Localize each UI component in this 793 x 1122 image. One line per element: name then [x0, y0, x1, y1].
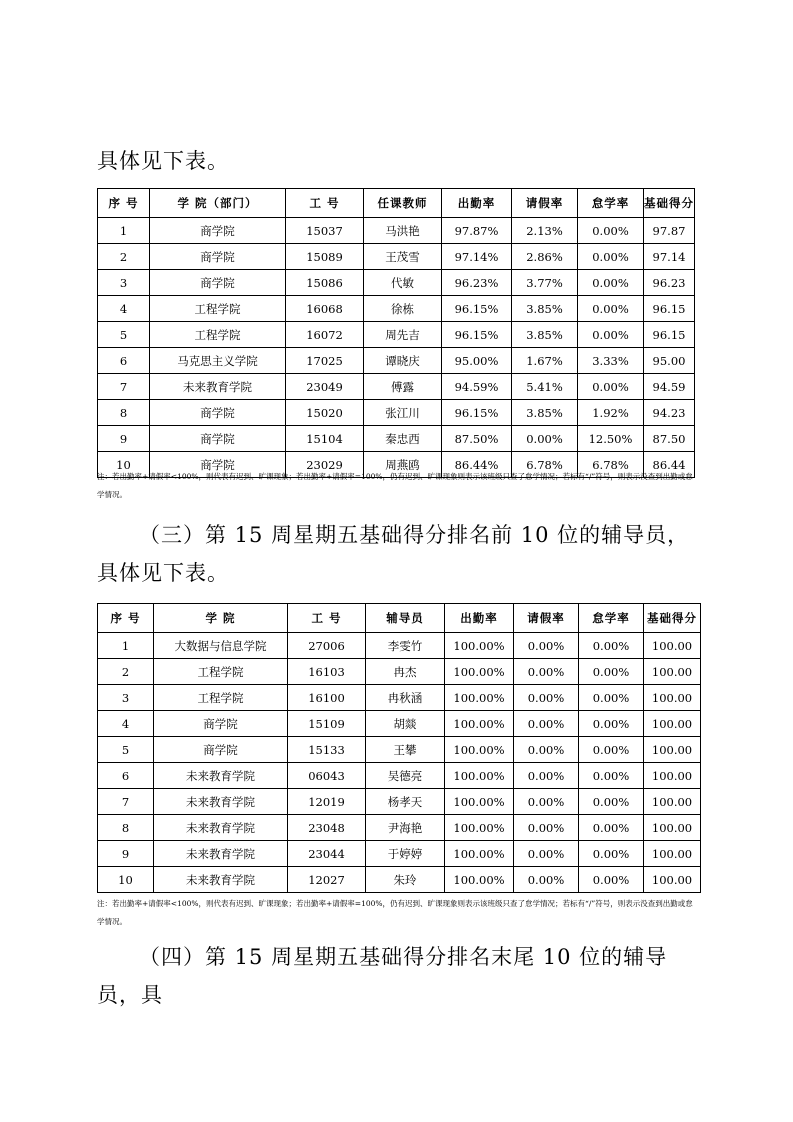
table-cell: 7 — [98, 789, 154, 815]
table-cell: 97.87 — [644, 218, 695, 244]
column-header: 怠学率 — [579, 604, 644, 633]
table-cell: 周燕鸥 — [364, 452, 442, 478]
table-cell: 代敏 — [364, 270, 442, 296]
table-cell: 95.00% — [442, 348, 512, 374]
column-header: 请假率 — [514, 604, 579, 633]
table-cell: 冉秋涵 — [366, 685, 445, 711]
table-cell: 商学院 — [150, 400, 286, 426]
table-cell: 0.00% — [578, 270, 644, 296]
table-cell: 商学院 — [154, 737, 288, 763]
table-cell: 1 — [98, 633, 154, 659]
table-cell: 朱玲 — [366, 867, 445, 893]
table-cell: 100.00% — [445, 763, 514, 789]
table-cell: 94.59% — [442, 374, 512, 400]
table-cell: 5 — [98, 322, 150, 348]
table-cell: 0.00% — [514, 685, 579, 711]
table-cell: 工程学院 — [154, 685, 288, 711]
table-cell: 96.15% — [442, 400, 512, 426]
table-cell: 0.00% — [514, 841, 579, 867]
table-cell: 3 — [98, 685, 154, 711]
table-cell: 97.14% — [442, 244, 512, 270]
table-cell: 未来教育学院 — [154, 815, 288, 841]
table-cell: 86.44 — [644, 452, 695, 478]
table-cell: 0.00% — [578, 244, 644, 270]
table-cell: 王茂雪 — [364, 244, 442, 270]
table-cell: 0.00% — [514, 737, 579, 763]
table-cell: 10 — [98, 867, 154, 893]
table-cell: 张江川 — [364, 400, 442, 426]
column-header: 序 号 — [98, 189, 150, 218]
table-cell: 15037 — [286, 218, 364, 244]
table-cell: 15020 — [286, 400, 364, 426]
table-row — [98, 789, 701, 815]
table-cell: 100.00 — [644, 633, 701, 659]
table-cell: 未来教育学院 — [154, 867, 288, 893]
table-cell: 商学院 — [154, 711, 288, 737]
table-cell: 0.00% — [579, 867, 644, 893]
table-cell: 16100 — [288, 685, 366, 711]
table-cell: 秦忠西 — [364, 426, 442, 452]
table-cell: 96.23% — [442, 270, 512, 296]
table-cell: 6 — [98, 348, 150, 374]
table-cell: 8 — [98, 815, 154, 841]
table1-note: 注：若出勤率+请假率<100%，则代表有迟到、旷课现象；若出勤率+请假率=100%，仍有迟到、旷课现象则表示该班级只查了怠学情况；若标有“/”符号，则表示没查到出勤或怠学情况。 — [97, 472, 693, 499]
column-header: 任课教师 — [364, 189, 442, 218]
table-cell: 0.00% — [579, 685, 644, 711]
table-cell: 95.00 — [644, 348, 695, 374]
section-4-heading: （四）第 15 周星期五基础得分排名末尾 10 位的辅导员，具 — [97, 945, 668, 1007]
column-header: 序 号 — [98, 604, 154, 633]
table-cell: 23029 — [286, 452, 364, 478]
table-cell: 0.00% — [579, 841, 644, 867]
table-row — [98, 711, 701, 737]
table-cell: 23049 — [286, 374, 364, 400]
table-row — [98, 348, 695, 374]
table-cell: 3.77% — [512, 270, 578, 296]
table-cell: 12.50% — [578, 426, 644, 452]
table-cell: 未来教育学院 — [154, 841, 288, 867]
table-cell: 97.87% — [442, 218, 512, 244]
column-header: 工 号 — [288, 604, 366, 633]
intro-paragraph-tail: 具体见下表。 — [97, 149, 229, 173]
table-cell: 工程学院 — [150, 296, 286, 322]
table-cell: 3.85% — [512, 296, 578, 322]
table-cell: 4 — [98, 296, 150, 322]
table-row — [98, 737, 701, 763]
table-cell: 96.15 — [644, 296, 695, 322]
table-cell: 100.00% — [445, 711, 514, 737]
column-header: 出勤率 — [445, 604, 514, 633]
table-cell: 马克思主义学院 — [150, 348, 286, 374]
teacher-ranking-table — [97, 188, 695, 478]
table-row — [98, 244, 695, 270]
table-cell: 1.92% — [578, 400, 644, 426]
table-cell: 100.00 — [644, 659, 701, 685]
table-cell: 工程学院 — [154, 659, 288, 685]
table-cell: 0.00% — [578, 374, 644, 400]
table-cell: 100.00% — [445, 633, 514, 659]
table-cell: 100.00 — [644, 737, 701, 763]
table-row — [98, 633, 701, 659]
table-cell: 86.44% — [442, 452, 512, 478]
table-cell: 吴德亮 — [366, 763, 445, 789]
table-cell: 谭晓庆 — [364, 348, 442, 374]
table-cell: 0.00% — [512, 426, 578, 452]
table-cell: 96.15 — [644, 322, 695, 348]
table-cell: 100.00 — [644, 867, 701, 893]
table-cell: 0.00% — [579, 737, 644, 763]
table-row — [98, 659, 701, 685]
table-cell: 6.78% — [512, 452, 578, 478]
table-cell: 2 — [98, 244, 150, 270]
table-cell: 0.00% — [578, 322, 644, 348]
table-row — [98, 815, 701, 841]
table-cell: 100.00% — [445, 867, 514, 893]
table-cell: 16103 — [288, 659, 366, 685]
table-cell: 商学院 — [150, 426, 286, 452]
table2-note: 注：若出勤率+请假率<100%，则代表有迟到、旷课现象；若出勤率+请假率=100%，仍有迟到、旷课现象则表示该班级只查了怠学情况；若标有“/”符号，则表示没查到出勤或怠学情况。 — [97, 899, 693, 926]
table-cell: 15133 — [288, 737, 366, 763]
table-cell: 未来教育学院 — [154, 789, 288, 815]
table-cell: 0.00% — [514, 633, 579, 659]
table-cell: 87.50 — [644, 426, 695, 452]
table-cell: 0.00% — [579, 633, 644, 659]
table-cell: 4 — [98, 711, 154, 737]
table-cell: 傅露 — [364, 374, 442, 400]
table-cell: 马洪艳 — [364, 218, 442, 244]
table-cell: 100.00% — [445, 685, 514, 711]
table-cell: 0.00% — [579, 789, 644, 815]
table-cell: 于婷婷 — [366, 841, 445, 867]
table-cell: 杨孝天 — [366, 789, 445, 815]
table-cell: 87.50% — [442, 426, 512, 452]
table-cell: 商学院 — [150, 270, 286, 296]
table-cell: 徐栋 — [364, 296, 442, 322]
column-header: 学 院 — [154, 604, 288, 633]
column-header: 出勤率 — [442, 189, 512, 218]
table-cell: 100.00% — [445, 789, 514, 815]
table-cell: 10 — [98, 452, 150, 478]
table-cell: 23048 — [288, 815, 366, 841]
table-cell: 96.15% — [442, 296, 512, 322]
table-cell: 06043 — [288, 763, 366, 789]
table-cell: 15104 — [286, 426, 364, 452]
table-row — [98, 763, 701, 789]
column-header: 基础得分 — [644, 604, 701, 633]
table-cell: 0.00% — [514, 789, 579, 815]
table-cell: 大数据与信息学院 — [154, 633, 288, 659]
table-cell: 96.15% — [442, 322, 512, 348]
table-cell: 李雯竹 — [366, 633, 445, 659]
table-cell: 0.00% — [578, 296, 644, 322]
table-cell: 3.85% — [512, 400, 578, 426]
table-cell: 0.00% — [579, 763, 644, 789]
table-cell: 胡燚 — [366, 711, 445, 737]
table-cell: 96.23 — [644, 270, 695, 296]
table-cell: 商学院 — [150, 244, 286, 270]
table-cell: 0.00% — [578, 218, 644, 244]
table-cell: 16072 — [286, 322, 364, 348]
table-cell: 100.00 — [644, 763, 701, 789]
table-cell: 3 — [98, 270, 150, 296]
table-cell: 商学院 — [150, 452, 286, 478]
table-row — [98, 400, 695, 426]
table-cell: 王攀 — [366, 737, 445, 763]
table-row — [98, 426, 695, 452]
table-cell: 2.13% — [512, 218, 578, 244]
table-cell: 9 — [98, 841, 154, 867]
table-row — [98, 296, 695, 322]
table-cell: 未来教育学院 — [154, 763, 288, 789]
table-cell: 3.85% — [512, 322, 578, 348]
table-cell: 2 — [98, 659, 154, 685]
table-cell: 15089 — [286, 244, 364, 270]
table-cell: 1 — [98, 218, 150, 244]
table-row — [98, 270, 695, 296]
table-cell: 商学院 — [150, 218, 286, 244]
table-row — [98, 685, 701, 711]
table-cell: 100.00 — [644, 685, 701, 711]
table-cell: 7 — [98, 374, 150, 400]
counselor-ranking-table — [97, 603, 701, 893]
table-cell: 冉杰 — [366, 659, 445, 685]
column-header: 请假率 — [512, 189, 578, 218]
table-cell: 100.00% — [445, 737, 514, 763]
table-cell: 100.00% — [445, 841, 514, 867]
table-cell: 6.78% — [578, 452, 644, 478]
table-cell: 0.00% — [579, 711, 644, 737]
table-cell: 23044 — [288, 841, 366, 867]
table-header-row — [98, 604, 701, 633]
table-row — [98, 841, 701, 867]
table-cell: 周先吉 — [364, 322, 442, 348]
table-cell: 6 — [98, 763, 154, 789]
table-cell: 16068 — [286, 296, 364, 322]
table-row — [98, 374, 695, 400]
table-cell: 0.00% — [514, 711, 579, 737]
table-cell: 0.00% — [514, 815, 579, 841]
table-cell: 100.00 — [644, 815, 701, 841]
table-cell: 100.00 — [644, 711, 701, 737]
section-3-heading: （三）第 15 周星期五基础得分排名前 10 位的辅导员，具体见下表。 — [97, 523, 690, 585]
table-header-row — [98, 189, 695, 218]
table-cell: 100.00 — [644, 789, 701, 815]
column-header: 基础得分 — [644, 189, 695, 218]
column-header: 辅导员 — [366, 604, 445, 633]
table-cell: 15086 — [286, 270, 364, 296]
table-cell: 12019 — [288, 789, 366, 815]
table-cell: 5.41% — [512, 374, 578, 400]
table-cell: 0.00% — [514, 763, 579, 789]
table-cell: 0.00% — [579, 659, 644, 685]
table-row — [98, 218, 695, 244]
table-row — [98, 322, 695, 348]
table-cell: 8 — [98, 400, 150, 426]
table-cell: 尹海艳 — [366, 815, 445, 841]
table-cell: 17025 — [286, 348, 364, 374]
table-cell: 12027 — [288, 867, 366, 893]
table-cell: 0.00% — [514, 659, 579, 685]
table-cell: 未来教育学院 — [150, 374, 286, 400]
table-cell: 15109 — [288, 711, 366, 737]
table-cell: 100.00 — [644, 841, 701, 867]
table-cell: 工程学院 — [150, 322, 286, 348]
table-cell: 100.00% — [445, 815, 514, 841]
table-cell: 27006 — [288, 633, 366, 659]
table-cell: 94.23 — [644, 400, 695, 426]
table-cell: 94.59 — [644, 374, 695, 400]
table-cell: 1.67% — [512, 348, 578, 374]
table-row — [98, 867, 701, 893]
table-cell: 9 — [98, 426, 150, 452]
table-cell: 3.33% — [578, 348, 644, 374]
table-cell: 2.86% — [512, 244, 578, 270]
column-header: 学 院（部门） — [150, 189, 286, 218]
table-cell: 0.00% — [514, 867, 579, 893]
table-cell: 97.14 — [644, 244, 695, 270]
table-cell: 0.00% — [579, 815, 644, 841]
table-cell: 100.00% — [445, 659, 514, 685]
column-header: 怠学率 — [578, 189, 644, 218]
table-cell: 5 — [98, 737, 154, 763]
column-header: 工 号 — [286, 189, 364, 218]
